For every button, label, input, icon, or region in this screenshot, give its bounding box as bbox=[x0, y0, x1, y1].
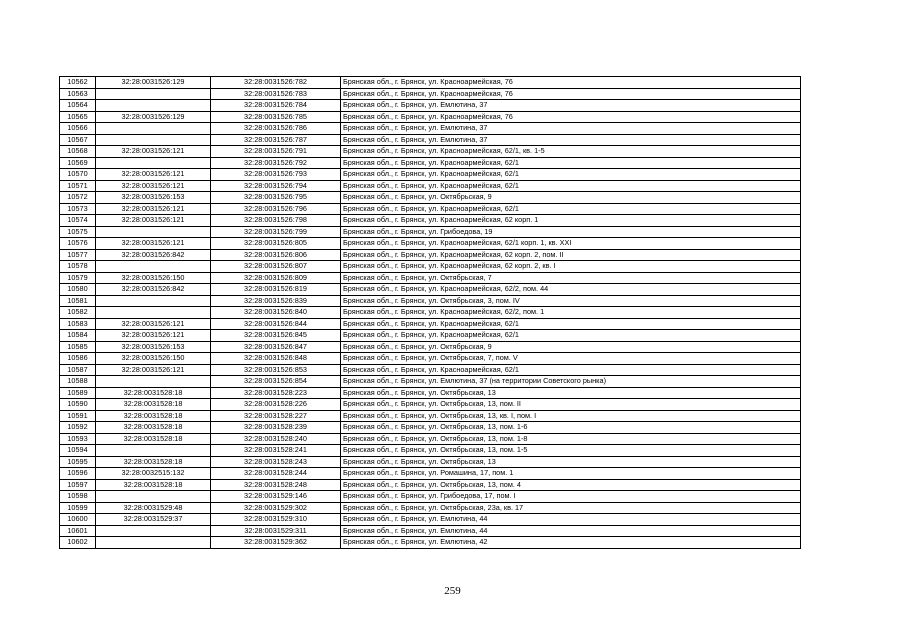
table-row bbox=[60, 491, 801, 503]
land-cadastral-number-cell: 32:28:0031526:121 bbox=[96, 203, 211, 215]
object-address-cell: Брянская обл., г. Брянск, ул. Красноармейская, 76 bbox=[341, 77, 801, 89]
row-number-cell: 10575 bbox=[60, 226, 96, 238]
row-number-cell: 10598 bbox=[60, 491, 96, 503]
table-row bbox=[60, 353, 801, 365]
object-address-cell: Брянская обл., г. Брянск, ул. Октябрьская, 23а, кв. 17 bbox=[341, 502, 801, 514]
land-cadastral-number-cell: 32:28:0031528:18 bbox=[96, 422, 211, 434]
row-number-cell: 10563 bbox=[60, 88, 96, 100]
row-number-cell: 10576 bbox=[60, 238, 96, 250]
object-address-cell: Брянская обл., г. Брянск, ул. Красноармейская, 62/1 bbox=[341, 169, 801, 181]
page-number: 259 bbox=[444, 585, 461, 597]
table-row bbox=[60, 410, 801, 422]
object-cadastral-number-cell: 32:28:0031528:223 bbox=[211, 387, 341, 399]
land-cadastral-number-cell bbox=[96, 123, 211, 135]
land-cadastral-number-cell: 32:28:0031526:153 bbox=[96, 341, 211, 353]
row-number-cell: 10595 bbox=[60, 456, 96, 468]
row-number-cell: 10568 bbox=[60, 146, 96, 158]
object-cadastral-number-cell: 32:28:0031528:239 bbox=[211, 422, 341, 434]
land-cadastral-number-cell bbox=[96, 307, 211, 319]
table-row bbox=[60, 330, 801, 342]
table-row bbox=[60, 364, 801, 376]
register-body bbox=[60, 77, 801, 549]
object-address-cell: Брянская обл., г. Брянск, ул. Красноармейская, 62/1 корп. 1, кв. XXI bbox=[341, 238, 801, 250]
object-cadastral-number-cell: 32:28:0031528:248 bbox=[211, 479, 341, 491]
table-row bbox=[60, 111, 801, 123]
land-cadastral-number-cell: 32:28:0031529:37 bbox=[96, 514, 211, 526]
land-cadastral-number-cell bbox=[96, 134, 211, 146]
land-cadastral-number-cell: 32:28:0032515:132 bbox=[96, 468, 211, 480]
table-row bbox=[60, 284, 801, 296]
table-row bbox=[60, 422, 801, 434]
table-row bbox=[60, 238, 801, 250]
object-cadastral-number-cell: 32:28:0031526:845 bbox=[211, 330, 341, 342]
table-row bbox=[60, 307, 801, 319]
land-cadastral-number-cell: 32:28:0031526:153 bbox=[96, 192, 211, 204]
table-row bbox=[60, 514, 801, 526]
object-address-cell: Брянская обл., г. Брянск, ул. Емлютина, 44 bbox=[341, 514, 801, 526]
table-row bbox=[60, 77, 801, 89]
table-row bbox=[60, 146, 801, 158]
land-cadastral-number-cell: 32:28:0031526:121 bbox=[96, 238, 211, 250]
object-address-cell: Брянская обл., г. Брянск, ул. Красноармейская, 62/1 bbox=[341, 203, 801, 215]
object-cadastral-number-cell: 32:28:0031526:853 bbox=[211, 364, 341, 376]
object-address-cell: Брянская обл., г. Брянск, ул. Красноармейская, 62/1 bbox=[341, 364, 801, 376]
object-cadastral-number-cell: 32:28:0031526:785 bbox=[211, 111, 341, 123]
object-cadastral-number-cell: 32:28:0031526:805 bbox=[211, 238, 341, 250]
object-address-cell: Брянская обл., г. Брянск, ул. Красноармейская, 62/2, пом. 44 bbox=[341, 284, 801, 296]
object-address-cell: Брянская обл., г. Брянск, ул. Октябрьская, 9 bbox=[341, 192, 801, 204]
table-row bbox=[60, 272, 801, 284]
object-cadastral-number-cell: 32:28:0031526:847 bbox=[211, 341, 341, 353]
land-cadastral-number-cell bbox=[96, 88, 211, 100]
object-address-cell: Брянская обл., г. Брянск, ул. Октябрьская, 13, пом. 1-5 bbox=[341, 445, 801, 457]
table-row bbox=[60, 456, 801, 468]
row-number-cell: 10593 bbox=[60, 433, 96, 445]
row-number-cell: 10577 bbox=[60, 249, 96, 261]
row-number-cell: 10600 bbox=[60, 514, 96, 526]
table-row bbox=[60, 468, 801, 480]
land-cadastral-number-cell: 32:28:0031528:18 bbox=[96, 456, 211, 468]
object-cadastral-number-cell: 32:28:0031526:784 bbox=[211, 100, 341, 112]
table-row bbox=[60, 433, 801, 445]
row-number-cell: 10567 bbox=[60, 134, 96, 146]
row-number-cell: 10596 bbox=[60, 468, 96, 480]
object-cadastral-number-cell: 32:28:0031529:362 bbox=[211, 537, 341, 549]
object-address-cell: Брянская обл., г. Брянск, ул. Октябрьская, 7 bbox=[341, 272, 801, 284]
object-address-cell: Брянская обл., г. Брянск, ул. Красноармейская, 62/1, кв. 1-5 bbox=[341, 146, 801, 158]
table-row bbox=[60, 157, 801, 169]
object-address-cell: Брянская обл., г. Брянск, ул. Красноармейская, 62 корп. 1 bbox=[341, 215, 801, 227]
table-row bbox=[60, 100, 801, 112]
land-cadastral-number-cell: 32:28:0031526:121 bbox=[96, 330, 211, 342]
row-number-cell: 10588 bbox=[60, 376, 96, 388]
land-cadastral-number-cell: 32:28:0031528:18 bbox=[96, 387, 211, 399]
object-address-cell: Брянская обл., г. Брянск, ул. Октябрьская, 13, пом. 1-8 bbox=[341, 433, 801, 445]
object-address-cell: Брянская обл., г. Брянск, ул. Октябрьская, 13, пом. II bbox=[341, 399, 801, 411]
object-address-cell: Брянская обл., г. Брянск, ул. Красноармейская, 76 bbox=[341, 88, 801, 100]
object-cadastral-number-cell: 32:28:0031526:782 bbox=[211, 77, 341, 89]
object-address-cell: Брянская обл., г. Брянск, ул. Грибоедова, 19 bbox=[341, 226, 801, 238]
object-cadastral-number-cell: 32:28:0031529:311 bbox=[211, 525, 341, 537]
land-cadastral-number-cell: 32:28:0031526:842 bbox=[96, 284, 211, 296]
row-number-cell: 10589 bbox=[60, 387, 96, 399]
table-row bbox=[60, 318, 801, 330]
table-row bbox=[60, 226, 801, 238]
table-row bbox=[60, 376, 801, 388]
object-cadastral-number-cell: 32:28:0031528:244 bbox=[211, 468, 341, 480]
object-cadastral-number-cell: 32:28:0031526:793 bbox=[211, 169, 341, 181]
object-address-cell: Брянская обл., г. Брянск, ул. Красноармейская, 76 bbox=[341, 111, 801, 123]
table-row bbox=[60, 479, 801, 491]
row-number-cell: 10565 bbox=[60, 111, 96, 123]
land-cadastral-number-cell: 32:28:0031526:121 bbox=[96, 146, 211, 158]
object-address-cell: Брянская обл., г. Брянск, ул. Емлютина, 42 bbox=[341, 537, 801, 549]
object-address-cell: Брянская обл., г. Брянск, ул. Красноармейская, 62/1 bbox=[341, 180, 801, 192]
row-number-cell: 10566 bbox=[60, 123, 96, 135]
object-cadastral-number-cell: 32:28:0031526:787 bbox=[211, 134, 341, 146]
object-cadastral-number-cell: 32:28:0031526:799 bbox=[211, 226, 341, 238]
object-address-cell: Брянская обл., г. Брянск, ул. Октябрьская, 7, пом. V bbox=[341, 353, 801, 365]
row-number-cell: 10582 bbox=[60, 307, 96, 319]
land-cadastral-number-cell: 32:28:0031526:150 bbox=[96, 353, 211, 365]
row-number-cell: 10579 bbox=[60, 272, 96, 284]
row-number-cell: 10581 bbox=[60, 295, 96, 307]
table-row bbox=[60, 192, 801, 204]
land-cadastral-number-cell bbox=[96, 525, 211, 537]
table-row bbox=[60, 525, 801, 537]
object-cadastral-number-cell: 32:28:0031526:783 bbox=[211, 88, 341, 100]
object-address-cell: Брянская обл., г. Брянск, ул. Красноармейская, 62/1 bbox=[341, 157, 801, 169]
object-cadastral-number-cell: 32:28:0031529:310 bbox=[211, 514, 341, 526]
object-address-cell: Брянская обл., г. Брянск, ул. Емлютина, 37 bbox=[341, 134, 801, 146]
row-number-cell: 10586 bbox=[60, 353, 96, 365]
object-cadastral-number-cell: 32:28:0031526:848 bbox=[211, 353, 341, 365]
object-cadastral-number-cell: 32:28:0031526:795 bbox=[211, 192, 341, 204]
table-row bbox=[60, 169, 801, 181]
land-cadastral-number-cell: 32:28:0031526:121 bbox=[96, 318, 211, 330]
table-row bbox=[60, 180, 801, 192]
object-cadastral-number-cell: 32:28:0031526:798 bbox=[211, 215, 341, 227]
object-cadastral-number-cell: 32:28:0031529:146 bbox=[211, 491, 341, 503]
land-cadastral-number-cell: 32:28:0031529:48 bbox=[96, 502, 211, 514]
row-number-cell: 10571 bbox=[60, 180, 96, 192]
land-cadastral-number-cell: 32:28:0031528:18 bbox=[96, 479, 211, 491]
object-cadastral-number-cell: 32:28:0031526:796 bbox=[211, 203, 341, 215]
land-cadastral-number-cell: 32:28:0031526:121 bbox=[96, 180, 211, 192]
object-address-cell: Брянская обл., г. Брянск, ул. Октябрьская, 13 bbox=[341, 387, 801, 399]
object-cadastral-number-cell: 32:28:0031528:227 bbox=[211, 410, 341, 422]
table-row bbox=[60, 261, 801, 273]
object-address-cell: Брянская обл., г. Брянск, ул. Емлютина, 37 (на территории Советского рынка) bbox=[341, 376, 801, 388]
object-address-cell: Брянская обл., г. Брянск, ул. Емлютина, 44 bbox=[341, 525, 801, 537]
object-cadastral-number-cell: 32:28:0031526:791 bbox=[211, 146, 341, 158]
row-number-cell: 10591 bbox=[60, 410, 96, 422]
land-cadastral-number-cell bbox=[96, 537, 211, 549]
row-number-cell: 10569 bbox=[60, 157, 96, 169]
table-row bbox=[60, 341, 801, 353]
land-cadastral-number-cell bbox=[96, 376, 211, 388]
table-row bbox=[60, 203, 801, 215]
object-cadastral-number-cell: 32:28:0031526:854 bbox=[211, 376, 341, 388]
object-address-cell: Брянская обл., г. Брянск, ул. Октябрьская, 9 bbox=[341, 341, 801, 353]
land-cadastral-number-cell: 32:28:0031526:129 bbox=[96, 77, 211, 89]
land-cadastral-number-cell bbox=[96, 261, 211, 273]
row-number-cell: 10578 bbox=[60, 261, 96, 273]
land-cadastral-number-cell bbox=[96, 491, 211, 503]
object-cadastral-number-cell: 32:28:0031526:839 bbox=[211, 295, 341, 307]
object-address-cell: Брянская обл., г. Брянск, ул. Октябрьская, 13, кв. I, пом. I bbox=[341, 410, 801, 422]
object-cadastral-number-cell: 32:28:0031526:819 bbox=[211, 284, 341, 296]
table-row bbox=[60, 295, 801, 307]
object-cadastral-number-cell: 32:28:0031528:226 bbox=[211, 399, 341, 411]
row-number-cell: 10590 bbox=[60, 399, 96, 411]
row-number-cell: 10562 bbox=[60, 77, 96, 89]
table-row bbox=[60, 123, 801, 135]
object-address-cell: Брянская обл., г. Брянск, ул. Октябрьская, 3, пом. IV bbox=[341, 295, 801, 307]
object-address-cell: Брянская обл., г. Брянск, ул. Октябрьская, 13, пом. 4 bbox=[341, 479, 801, 491]
object-address-cell: Брянская обл., г. Брянск, ул. Красноармейская, 62 корп. 2, кв. I bbox=[341, 261, 801, 273]
table-row bbox=[60, 215, 801, 227]
object-cadastral-number-cell: 32:28:0031528:240 bbox=[211, 433, 341, 445]
land-cadastral-number-cell bbox=[96, 157, 211, 169]
object-cadastral-number-cell: 32:28:0031529:302 bbox=[211, 502, 341, 514]
land-cadastral-number-cell: 32:28:0031528:18 bbox=[96, 433, 211, 445]
row-number-cell: 10574 bbox=[60, 215, 96, 227]
object-address-cell: Брянская обл., г. Брянск, ул. Ромашина, 17, пом. 1 bbox=[341, 468, 801, 480]
land-cadastral-number-cell: 32:28:0031526:121 bbox=[96, 215, 211, 227]
object-cadastral-number-cell: 32:28:0031526:809 bbox=[211, 272, 341, 284]
land-cadastral-number-cell bbox=[96, 100, 211, 112]
object-cadastral-number-cell: 32:28:0031528:241 bbox=[211, 445, 341, 457]
object-address-cell: Брянская обл., г. Брянск, ул. Емлютина, 37 bbox=[341, 123, 801, 135]
table-row bbox=[60, 249, 801, 261]
row-number-cell: 10601 bbox=[60, 525, 96, 537]
object-cadastral-number-cell: 32:28:0031526:806 bbox=[211, 249, 341, 261]
table-row bbox=[60, 537, 801, 549]
row-number-cell: 10592 bbox=[60, 422, 96, 434]
object-address-cell: Брянская обл., г. Брянск, ул. Октябрьская, 13, пом. 1-6 bbox=[341, 422, 801, 434]
land-cadastral-number-cell: 32:28:0031526:150 bbox=[96, 272, 211, 284]
row-number-cell: 10580 bbox=[60, 284, 96, 296]
row-number-cell: 10597 bbox=[60, 479, 96, 491]
object-address-cell: Брянская обл., г. Брянск, ул. Красноармейская, 62/1 bbox=[341, 330, 801, 342]
row-number-cell: 10584 bbox=[60, 330, 96, 342]
object-address-cell: Брянская обл., г. Брянск, ул. Красноармейская, 62/1 bbox=[341, 318, 801, 330]
object-cadastral-number-cell: 32:28:0031526:786 bbox=[211, 123, 341, 135]
object-address-cell: Брянская обл., г. Брянск, ул. Красноармейская, 62 корп. 2, пом. II bbox=[341, 249, 801, 261]
table-row bbox=[60, 88, 801, 100]
object-address-cell: Брянская обл., г. Брянск, ул. Емлютина, 37 bbox=[341, 100, 801, 112]
table-row bbox=[60, 502, 801, 514]
object-cadastral-number-cell: 32:28:0031526:794 bbox=[211, 180, 341, 192]
land-cadastral-number-cell: 32:28:0031526:129 bbox=[96, 111, 211, 123]
object-cadastral-number-cell: 32:28:0031526:840 bbox=[211, 307, 341, 319]
land-cadastral-number-cell: 32:28:0031526:842 bbox=[96, 249, 211, 261]
object-cadastral-number-cell: 32:28:0031526:792 bbox=[211, 157, 341, 169]
register-table bbox=[59, 76, 801, 549]
row-number-cell: 10594 bbox=[60, 445, 96, 457]
table-row bbox=[60, 399, 801, 411]
table-row bbox=[60, 387, 801, 399]
land-cadastral-number-cell bbox=[96, 295, 211, 307]
object-address-cell: Брянская обл., г. Брянск, ул. Красноармейская, 62/2, пом. 1 bbox=[341, 307, 801, 319]
land-cadastral-number-cell: 32:28:0031528:18 bbox=[96, 399, 211, 411]
table-row bbox=[60, 445, 801, 457]
land-cadastral-number-cell bbox=[96, 226, 211, 238]
object-cadastral-number-cell: 32:28:0031526:844 bbox=[211, 318, 341, 330]
row-number-cell: 10602 bbox=[60, 537, 96, 549]
land-cadastral-number-cell: 32:28:0031526:121 bbox=[96, 169, 211, 181]
row-number-cell: 10572 bbox=[60, 192, 96, 204]
object-address-cell: Брянская обл., г. Брянск, ул. Грибоедова, 17, пом. I bbox=[341, 491, 801, 503]
row-number-cell: 10564 bbox=[60, 100, 96, 112]
object-cadastral-number-cell: 32:28:0031528:243 bbox=[211, 456, 341, 468]
table-row bbox=[60, 134, 801, 146]
row-number-cell: 10599 bbox=[60, 502, 96, 514]
row-number-cell: 10583 bbox=[60, 318, 96, 330]
row-number-cell: 10585 bbox=[60, 341, 96, 353]
land-cadastral-number-cell bbox=[96, 445, 211, 457]
row-number-cell: 10587 bbox=[60, 364, 96, 376]
land-cadastral-number-cell: 32:28:0031528:18 bbox=[96, 410, 211, 422]
row-number-cell: 10573 bbox=[60, 203, 96, 215]
object-address-cell: Брянская обл., г. Брянск, ул. Октябрьская, 13 bbox=[341, 456, 801, 468]
object-cadastral-number-cell: 32:28:0031526:807 bbox=[211, 261, 341, 273]
land-cadastral-number-cell: 32:28:0031526:121 bbox=[96, 364, 211, 376]
row-number-cell: 10570 bbox=[60, 169, 96, 181]
